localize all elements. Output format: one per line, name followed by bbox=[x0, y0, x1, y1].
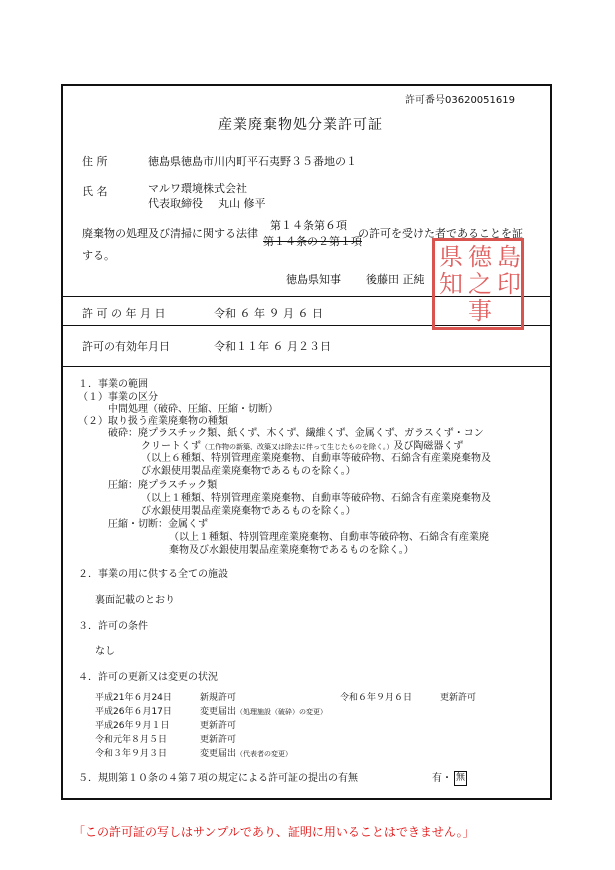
history-right-event: 更新許可 bbox=[440, 693, 477, 703]
setsudan-line2: （以上１種類、特別管理産業廃棄物、自動車等破砕物、石綿含有産業廃 bbox=[169, 532, 489, 543]
clause-article: 第１４条第６項 bbox=[270, 219, 347, 232]
name-label: 氏 名 bbox=[82, 185, 108, 198]
rule-answer-yes: 有・ bbox=[432, 773, 452, 784]
haisai-kind: クリートくず bbox=[141, 441, 201, 452]
scope-sub1-value: 中間処理（破砕、圧縮、圧縮・切断） bbox=[108, 404, 278, 415]
history-date: 令和３年９月３日 bbox=[95, 749, 168, 759]
asshuku-line2: （以上１種類、特別管理産業廃棄物、自動車等破砕物、石綿含有産業廃棄物及 bbox=[141, 493, 491, 504]
haisai-kind-2: 及び陶磁器くず bbox=[393, 441, 464, 452]
seal-char: 之 bbox=[468, 270, 492, 298]
permit-date-label: 許 可 の 年 月 日 bbox=[82, 307, 166, 320]
clause-suffix: の許可を受けた者であることを証 bbox=[358, 227, 523, 240]
seal-char: 島 bbox=[497, 243, 521, 271]
history-event bbox=[200, 746, 292, 759]
haisai-line4: び水銀使用製品産業廃棄物であるものを除く。） bbox=[141, 466, 356, 477]
haisai-line1: 破砕：廃プラスチック類、紙くず、木くず、繊維くず、金属くず、ガラスくず・コン bbox=[108, 428, 484, 439]
history-event-label: 変更届出 bbox=[200, 707, 237, 717]
scope-sub1: （１）事業の区分 bbox=[78, 392, 158, 403]
haisai-exclusion: （工作物の新築、改築又は除去に伴って生じたものを除く。） bbox=[201, 443, 394, 451]
seal-char: 印 bbox=[497, 270, 521, 298]
history-date: 令和元年８月５日 bbox=[95, 735, 168, 745]
scope-heading: １．事業の範囲 bbox=[78, 379, 148, 390]
history-event: 更新許可 bbox=[200, 735, 237, 745]
representative-title: 代表取締役 bbox=[148, 197, 203, 210]
history-date: 平成21年６月24日 bbox=[95, 693, 172, 703]
divider-3 bbox=[61, 366, 552, 367]
history-event-label: 変更届出 bbox=[200, 749, 237, 759]
company-name: マルワ環境株式会社 bbox=[148, 182, 247, 195]
governor-title: 徳島県知事 bbox=[286, 273, 341, 286]
setsudan-line3: 棄物及び水銀使用製品産業廃棄物であるものを除く。） bbox=[169, 545, 414, 556]
clause-prefix: 廃棄物の処理及び清掃に関する法律 bbox=[82, 227, 258, 240]
governor-name: 後藤田 正純 bbox=[366, 273, 425, 286]
clause-line2: する。 bbox=[82, 249, 115, 262]
valid-date-label: 許可の有効年月日 bbox=[82, 340, 170, 353]
rule-answer bbox=[432, 769, 467, 786]
seal-char: 德 bbox=[468, 243, 492, 271]
history-date: 平成26年６月17日 bbox=[95, 707, 172, 717]
valid-date-value: 令和１１年 ６ 月２３日 bbox=[214, 340, 331, 353]
asshuku-line1: 圧縮：廃プラスチック類 bbox=[108, 480, 218, 491]
seal-char: 県 bbox=[439, 243, 463, 271]
history-event-note: （処理施設（破砕）の変更） bbox=[236, 708, 328, 716]
history-event: 新規許可 bbox=[200, 693, 237, 703]
address-value: 徳島県徳島市川内町平石夷野３５番地の１ bbox=[148, 155, 357, 168]
facilities-value: 裏面記載のとおり bbox=[95, 595, 175, 606]
asshuku-line3: び水銀使用製品産業廃棄物であるものを除く。） bbox=[141, 506, 356, 517]
history-event: 更新許可 bbox=[200, 721, 237, 731]
address-label: 住 所 bbox=[82, 155, 108, 168]
seal-char: 知 bbox=[439, 270, 463, 298]
rule-text: ５．規則第１０条の４第７項の規定による許可証の提出の有無 bbox=[78, 773, 358, 784]
facilities-heading: ２．事業の用に供する全ての施設 bbox=[78, 569, 228, 580]
permit-number: 許可番号03620051619 bbox=[405, 95, 515, 106]
clause-article-old: 第１４条の２第１項 bbox=[263, 235, 362, 248]
official-seal bbox=[432, 238, 524, 330]
history-event-note: （代表者の変更） bbox=[236, 750, 293, 758]
permit-date-value: 令和 ６ 年 ９ 月 ６ 日 bbox=[214, 307, 323, 320]
conditions-heading: ３．許可の条件 bbox=[78, 621, 148, 632]
sample-notice: 「この許可証の写しはサンプルであり、証明に用いることはできません。」 bbox=[73, 825, 475, 839]
seal-char: 事 bbox=[468, 297, 492, 325]
certificate-title: 産業廃棄物処分業許可証 bbox=[218, 117, 383, 133]
representative-name: 丸山 修平 bbox=[218, 197, 266, 210]
history-heading: ４．許可の更新又は変更の状況 bbox=[78, 672, 218, 683]
history-event bbox=[200, 704, 327, 717]
setsudan-line1: 圧縮・切断：金属くず bbox=[108, 519, 208, 530]
haisai-line3: （以上６種類、特別管理産業廃棄物、自動車等破砕物、石綿含有産業廃棄物及 bbox=[141, 453, 491, 464]
rule-answer-marked: 無 bbox=[454, 771, 467, 786]
history-right-date: 令和６年９月６日 bbox=[340, 693, 413, 703]
scope-sub2: （２）取り扱う産業廃棄物の種類 bbox=[78, 416, 228, 427]
history-date: 平成26年９月１日 bbox=[95, 721, 170, 731]
conditions-value: なし bbox=[95, 646, 115, 657]
